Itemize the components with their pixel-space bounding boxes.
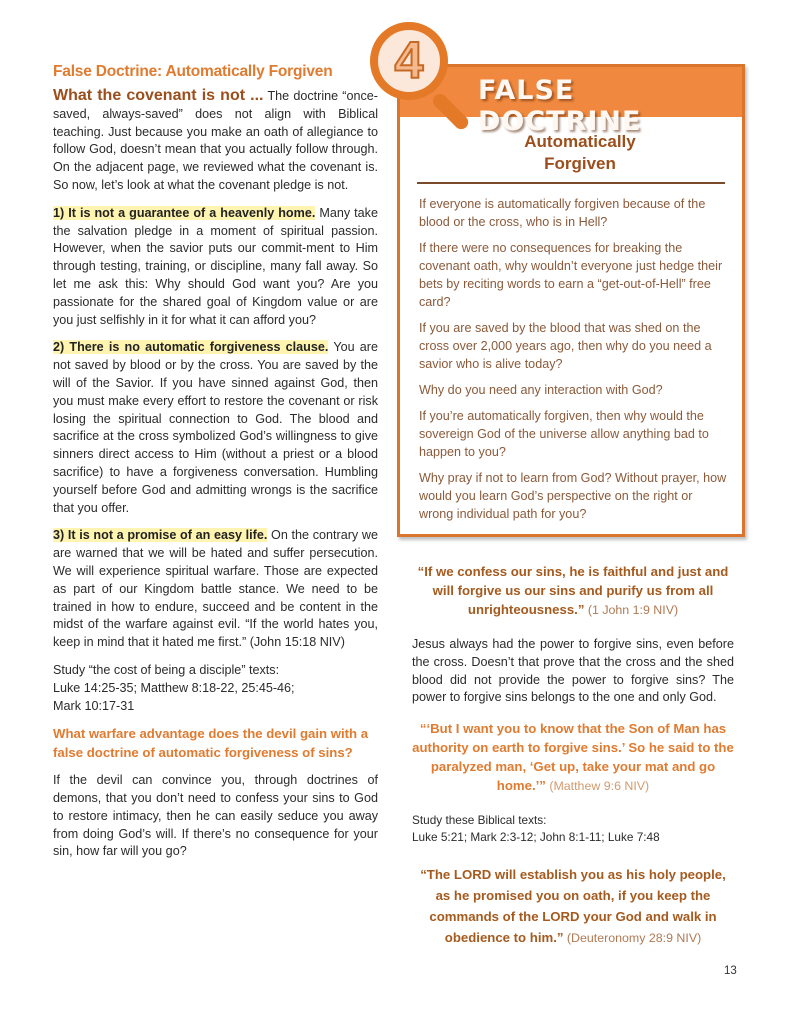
point-1-heading: 1) It is not a guarantee of a heavenly home. xyxy=(53,205,316,220)
study-line: Study “the cost of being a disciple” texts: xyxy=(53,662,280,677)
verse-text: “If we confess our sins, he is faithful and just and will forgive us our sins and purify us from all unrighteousness.” xyxy=(417,564,729,617)
verse-ref: (Matthew 9:6 NIV) xyxy=(545,779,650,794)
question-list xyxy=(419,195,729,531)
verse-matthew xyxy=(412,719,734,796)
section-title: False Doctrine: Automatically Forgiven xyxy=(53,63,333,80)
warfare-question: What warfare advantage does the devil gain with a false doctrine of automatic forgiveness of sins? xyxy=(53,726,369,760)
question-item: Why do you need any interaction with God? xyxy=(419,383,663,397)
question-item: If you are saved by the blood that was shed on the cross over 2,000 years ago, then why do you need a savior who is alive today? xyxy=(419,321,712,371)
study-texts xyxy=(412,812,734,846)
warfare-answer: If the devil can convince you, through doctrines of demons, that you don’t need to confess your sins to God to restore intimacy, then he can easily seduce you away from doing God’s will. If there’s no consequence for your sin, how far will you go? xyxy=(53,773,378,859)
point-1-text: Many take the salvation pledge in a moment of spiritual passion. However, when the savior puts our commit-ment to Him through testing, training, or discipline, many fall away. So let me ask this: Why should God want you? Are you passionate for the shared goal of Kingdom value or are you just selfishly in it for what it can afford you? xyxy=(53,205,378,327)
magnifying-glass-icon xyxy=(370,22,450,142)
intro-paragraph xyxy=(53,87,378,195)
study-line: Luke 14:25-35; Matthew 8:18-22, 25:45-46; xyxy=(53,680,295,695)
magnifier-lens xyxy=(370,22,448,100)
intro-lead: What the covenant is not ... xyxy=(53,87,264,104)
study-references xyxy=(53,662,378,715)
verse-text: “‘But I want you to know that the Son of Man has authority on earth to forgive sins.’ So he said to the paralyzed man, ‘Get up, take your mat and go home.’” xyxy=(412,721,734,794)
page-number: 13 xyxy=(724,965,737,977)
study-line: Luke 5:21; Mark 2:3-12; John 8:1-11; Luke 7:48 xyxy=(412,830,660,845)
power-paragraph: Jesus always had the power to forgive sins, even before the cross. Doesn’t that prove that the cross and the shed blood did not provide the power to forgive sins? The power to forgive sins belongs to the one and only God. xyxy=(412,637,734,705)
verse-text: “The LORD will establish you as his holy people, as he promised you on oath, if you keep the commands of the LORD your God and walk in obedience to him.” xyxy=(420,867,726,946)
box-subtitle xyxy=(490,131,670,175)
box-title: FALSE DOCTRINE xyxy=(478,75,642,137)
right-column xyxy=(412,562,734,965)
point-3-heading: 3) It is not a promise of an easy life. xyxy=(53,528,268,543)
doctrine-number: 4 xyxy=(394,32,424,90)
subtitle-line: Automatically xyxy=(524,132,636,151)
question-item: Why pray if not to learn from God? Without prayer, how would you learn God’s perspective on the right or wrong individual path for you? xyxy=(419,471,727,521)
point-2 xyxy=(53,339,378,517)
point-3-text: On the contrary we are warned that we will be hated and suffer persecution. We will experience spiritual warfare. Those are expected as part of our Kingdom battle stance. We need to be trained in how to endure, succeed and be content in the midst of the warfare against evil. “If the world hates you, keep in mind that it hated me first.” (John 15:18 NIV) xyxy=(53,528,378,650)
study-line: Mark 10:17-31 xyxy=(53,698,135,713)
point-2-text: You are not saved by blood or by the cross. You are saved by the will of the Savior. If you have sinned against God, then you must make every effort to restore the covenant or risk losing the spiritual connection to God. The blood and sacrifice at the cross symbolized God’s willingness to give sinners direct access to Him (without a priest or a blood sacrifice) to have a forgiveness conversation. Humbling yourself before God and admitting wrongs is the sacrifice that you offer. xyxy=(53,340,378,515)
verse-ref: (Deuteronomy 28:9 NIV) xyxy=(563,931,702,946)
divider xyxy=(417,182,725,184)
question-item: If there were no consequences for breaking the covenant oath, why wouldn’t everyone just hedge their bets by reciting words to earn a “get-out-of-Hell” free card? xyxy=(419,241,723,309)
study-line: Study these Biblical texts: xyxy=(412,813,547,828)
intro-text: The doctrine “once-saved, always-saved” does not align with Biblical teaching. Just because you make an oath of allegiance to follow God, doesn’t mean that you actually follow through. On the adjacent page, we reviewed what the covenant is. So now, let’s look at what the covenant pledge is not. xyxy=(53,89,378,192)
left-column xyxy=(53,63,378,871)
question-item: If everyone is automatically forgiven because of the blood or the cross, who is in Hell? xyxy=(419,197,706,229)
subtitle-line: Forgiven xyxy=(544,154,616,173)
verse-ref: (1 John 1:9 NIV) xyxy=(584,603,679,617)
question-item: If you’re automatically forgiven, then why would the sovereign God of the universe allow anything bad to happen to you? xyxy=(419,409,709,459)
point-2-heading: 2) There is no automatic forgiveness clause. xyxy=(53,340,329,355)
point-1 xyxy=(53,205,378,330)
verse-deuteronomy xyxy=(412,864,734,949)
point-3 xyxy=(53,527,378,652)
verse-1john xyxy=(412,562,734,620)
